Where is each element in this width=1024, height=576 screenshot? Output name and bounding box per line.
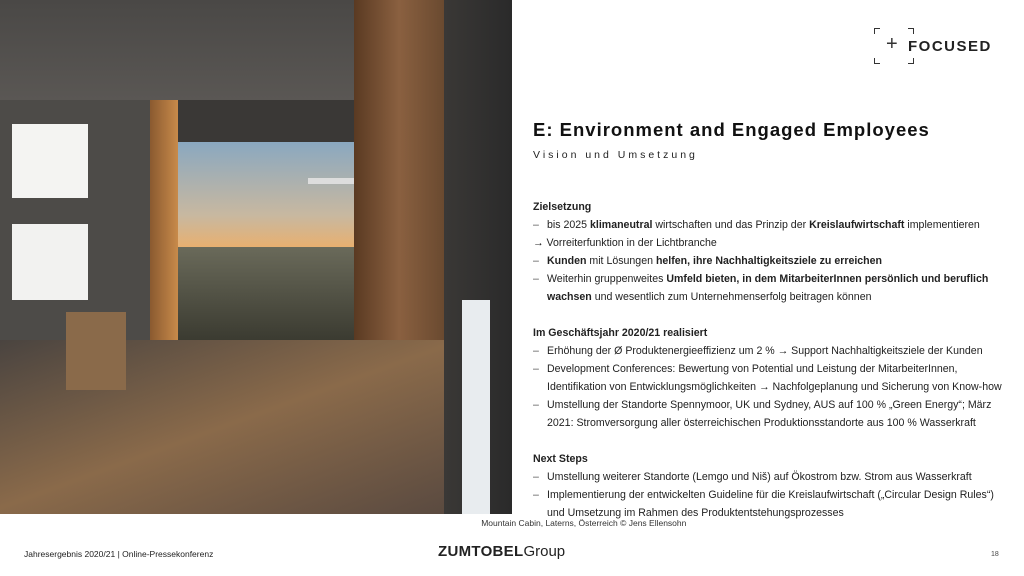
bullet-item xyxy=(533,234,1013,252)
zumtobel-group-logo xyxy=(438,543,565,560)
brand-light: Group xyxy=(523,543,566,560)
text: wirtschaften und das Prinzip der xyxy=(652,219,810,231)
text: → Vorreiterfunktion in der Lichtbranche xyxy=(533,237,717,249)
slide-title: E: Environment and Engaged Employees xyxy=(533,119,930,140)
text: und wesentlich zum Unternehmenserfolg beitragen können xyxy=(591,291,872,303)
slide-body xyxy=(533,198,1013,522)
plus-icon: + xyxy=(886,33,898,55)
bullet-item xyxy=(533,468,1013,486)
text: Development Conferences: Bewertung von Potential und Leistung der MitarbeiterInnen, Identifikation von Entwicklungsmöglichkeiten → Nachfolgeplanung und Sicherung von Know-how xyxy=(547,363,1002,393)
dash-bullet: – xyxy=(533,489,539,501)
cabin-interior-photo xyxy=(0,0,512,514)
section-title: Next Steps xyxy=(533,453,588,465)
bold-text: Kunden xyxy=(547,255,587,267)
dash-bullet: – xyxy=(533,399,539,411)
text: implementieren xyxy=(904,219,980,231)
photo-caption: Mountain Cabin, Laterns, Österreich © Jens Ellensohn xyxy=(481,518,687,528)
page-number: 18 xyxy=(991,551,999,558)
text: Umstellung der Standorte Spennymoor, UK und Sydney, AUS auf 100 % „Green Energy“; März 2021: Stromversorgung aller österreichischen Produktionsstandorte aus 100 % Wasserkraft xyxy=(547,399,992,429)
footer-label: Jahresergebnis 2020/21 | Online-Pressekonferenz xyxy=(24,549,214,559)
text: Implementierung der entwickelten Guideline für die Kreislaufwirtschaft („Circular Design Rules“) und Umsetzung im Rahmen des Produktentstehungsprozesses xyxy=(547,489,994,519)
dash-bullet: – xyxy=(533,255,539,267)
bullet-item xyxy=(533,342,1013,360)
bullet-item xyxy=(533,216,1013,234)
bullet-item xyxy=(533,252,1013,270)
bullet-item xyxy=(533,360,1013,396)
slide-subtitle: Vision und Umsetzung xyxy=(533,149,698,161)
section-title: Im Geschäftsjahr 2020/21 realisiert xyxy=(533,327,708,339)
dash-bullet: – xyxy=(533,471,539,483)
text: bis 2025 xyxy=(547,219,590,231)
bold-text: klimaneutral xyxy=(590,219,653,231)
text: mit Lösungen xyxy=(586,255,656,267)
text: Erhöhung der Ø Produktenergieeffizienz um 2 % → Support Nachhaltigkeitsziele der Kunden xyxy=(547,345,983,357)
bold-text: Kreislaufwirtschaft xyxy=(809,219,905,231)
dash-bullet: – xyxy=(533,363,539,375)
brand-bold: ZUMTOBEL xyxy=(438,543,524,560)
bold-text: Umfeld bieten, in dem MitarbeiterInnen persönlich und beruflich wachsen xyxy=(547,273,989,303)
bullet-item xyxy=(533,396,1013,432)
text: Weiterhin gruppenweites xyxy=(547,273,667,285)
logo-text: FOCUSED xyxy=(908,38,992,55)
dash-bullet: – xyxy=(533,219,539,231)
section-title: Zielsetzung xyxy=(533,201,592,213)
text: Umstellung weiterer Standorte (Lemgo und Niš) auf Ökostrom bzw. Strom aus Wasserkraft xyxy=(547,471,972,483)
dash-bullet: – xyxy=(533,345,539,357)
bold-text: helfen, ihre Nachhaltigkeitsziele zu erreichen xyxy=(655,255,883,267)
dash-bullet: – xyxy=(533,273,539,285)
bullet-item xyxy=(533,486,1013,522)
bullet-item xyxy=(533,270,1013,306)
